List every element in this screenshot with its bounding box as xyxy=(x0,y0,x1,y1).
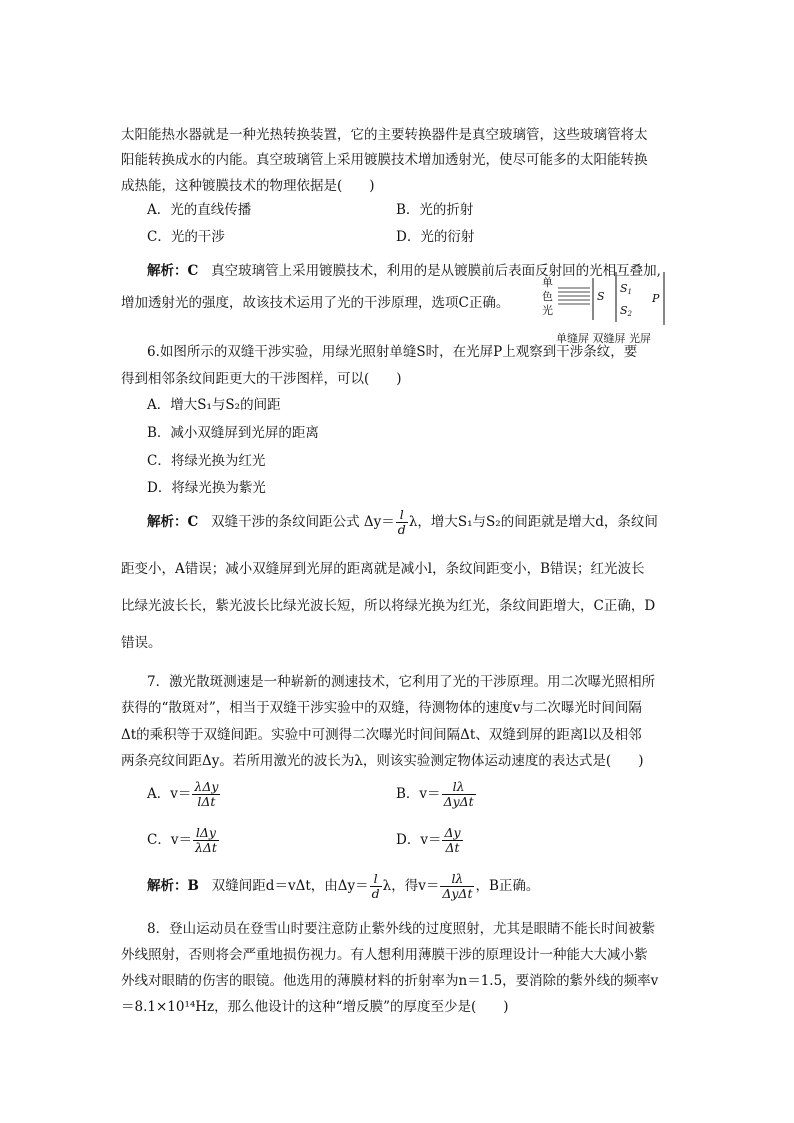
q7-option-a-fraction xyxy=(192,780,220,809)
q6-option-d: D．将绿光换为紫光 xyxy=(147,480,266,496)
slit-s2-subscript: 2 xyxy=(627,310,633,318)
light-label-char-3: 光 xyxy=(542,304,553,317)
slit-s2-letter: S xyxy=(620,304,628,317)
q8-stem-line-2: 外线照射，否则将会严重地损伤视力。有人想利用薄膜干涉的原理设计一种能大大减小紫 xyxy=(121,947,648,963)
q6-formula-numerator: l xyxy=(396,508,408,523)
q8-stem-line-3: 外线对眼睛的伤害的眼镜。他选用的薄膜材料的折射率为n＝1.5，要消除的紫外线的频率v xyxy=(121,973,659,989)
q7-option-c xyxy=(147,826,220,855)
q5-option-b: B．光的折射 xyxy=(396,202,474,218)
q7-solution-label: 解析：B xyxy=(147,878,199,894)
q7-option-d xyxy=(396,826,464,855)
q7-solution-fraction-2-numerator: lλ xyxy=(440,872,474,887)
q7-option-b-label: B．v＝ xyxy=(396,786,441,802)
q8-stem-line-4: ＝8.1×10¹⁴Hz，那么他设计的这种“增反膜”的厚度至少是( ) xyxy=(121,999,509,1015)
q7-option-c-numerator: lΔy xyxy=(193,826,219,841)
q6-option-a: A．增大S₁与S₂的间距 xyxy=(147,397,281,413)
q7-option-c-label: C．v＝ xyxy=(147,832,192,848)
q6-solution-pre: 双缝干涉的条纹间距公式 Δy＝ xyxy=(211,514,395,530)
q6-option-b: B．减小双缝屏到光屏的距离 xyxy=(147,425,319,441)
q6-solution-line-2: 距变小，A错误；减小双缝屏到光屏的距离就是减小l，条纹间距变小，B错误；红光波长 xyxy=(121,561,645,577)
q7-option-a-denominator: lΔt xyxy=(197,794,216,809)
q5-option-d: D．光的衍射 xyxy=(396,229,475,245)
q5-solution-label: 解析：C xyxy=(147,263,199,279)
q7-option-a-numerator: λΔy xyxy=(194,779,219,794)
q7-option-b-fraction xyxy=(442,780,476,809)
q7-option-b xyxy=(396,780,477,809)
q7-option-b-numerator: lλ xyxy=(442,780,476,795)
q7-option-d-denominator: Δt xyxy=(445,840,460,855)
q8-stem-line-1: 8．登山运动员在登雪山时要注意防止紫外线的过度照射，尤其是眼睛不能长时间被紫 xyxy=(147,921,656,937)
q7-option-d-fraction xyxy=(442,826,462,855)
q7-stem-line-1: 7．激光散斑测速是一种崭新的测速技术，它利用了光的干涉原理。用二次曝光照相所 xyxy=(147,674,656,690)
q5-stem-line-2: 阳能转换成水的内能。真空玻璃管上采用镀膜技术增加透射光，使尽可能多的太阳能转换 xyxy=(121,152,648,168)
q7-option-d-label: D．v＝ xyxy=(396,832,442,848)
slit-s1-subscript: 1 xyxy=(627,288,633,296)
q7-option-a xyxy=(147,780,221,809)
q7-solution-fraction-1-denominator: d xyxy=(371,886,380,901)
q5-stem-line-1: 太阳能热水器就是一种光热转换装置，它的主要转换器件是真空玻璃管，这些玻璃管将太 xyxy=(121,127,648,143)
q6-stem-line-2: 得到相邻条纹间距更大的干涉图样，可以( ) xyxy=(121,371,402,387)
slit-s2-label xyxy=(620,304,633,318)
q7-stem-line-4: 两条亮纹间距Δy。若所用激光的波长为λ，则该实验测定物体运动速度的表达式是( ) xyxy=(121,753,644,769)
q6-formula-fraction xyxy=(396,508,408,537)
q7-option-b-denominator: ΔyΔt xyxy=(443,794,474,809)
q5-solution-line-2: 增加透射光的强度，故该技术运用了光的干涉原理，选项C正确。 xyxy=(121,295,510,311)
q5-stem-line-3: 成热能，这种镀膜技术的物理依据是( ) xyxy=(121,178,375,194)
slit-s-label: S xyxy=(597,290,605,303)
q5-solution-text-1: 真空玻璃管上采用镀膜技术，利用的是从镀膜前后表面反射回的光相互叠加, xyxy=(211,263,661,279)
q6-solution-line-4: 错误。 xyxy=(121,635,162,651)
light-label-char-1: 单 xyxy=(542,276,553,289)
q7-option-c-fraction xyxy=(193,826,219,855)
q7-solution-line xyxy=(147,872,539,901)
q7-solution-fraction-2-denominator: ΔyΔt xyxy=(442,886,473,901)
double-slit-diagram xyxy=(540,270,690,350)
slit-s1-label xyxy=(620,282,632,296)
q6-formula-denominator: d xyxy=(397,522,406,537)
q7-solution-fraction-2 xyxy=(440,872,474,901)
q7-solution-fraction-1 xyxy=(370,872,382,901)
q7-option-c-denominator: λΔt xyxy=(194,840,217,855)
q7-option-a-label: A．v＝ xyxy=(147,786,192,802)
q7-option-d-numerator: Δy xyxy=(444,825,461,840)
q7-solution-pre: 双缝间距d＝vΔt，由Δy＝ xyxy=(211,878,369,894)
q6-stem-line-1: 6.如图所示的双缝干涉实验，用绿光照射单缝S时，在光屏P上观察到干涉条纹，要 xyxy=(147,344,638,360)
q6-solution-line-3: 比绿光波长长，紫光波长比绿光波长短，所以将绿光换为红光，条纹间距增大，C正确，D xyxy=(121,598,656,614)
light-label-char-2: 色 xyxy=(542,290,553,303)
q5-option-a: A．光的直线传播 xyxy=(147,202,252,218)
figure-caption: 单缝屏 双缝屏 光屏 xyxy=(556,332,651,345)
q6-solution-line-1 xyxy=(147,508,658,537)
q7-solution-fraction-1-numerator: l xyxy=(370,872,382,887)
q6-option-c: C．将绿光换为红光 xyxy=(147,453,266,469)
q7-stem-line-2: 获得的“散斑对”，相当于双缝干涉实验中的双缝，待测物体的速度v与二次曝光时间间隔 xyxy=(121,700,642,716)
q6-solution-label: 解析：C xyxy=(147,514,199,530)
q6-solution-post: λ，增大S₁与S₂的间距就是增大d，条纹间 xyxy=(408,514,658,530)
q7-stem-line-3: Δt的乘积等于双缝间距。实验中可测得二次曝光时间间隔Δt、双缝到屏的距离l以及相邻 xyxy=(121,727,642,743)
slit-s1-letter: S xyxy=(620,282,628,295)
q5-option-c: C．光的干涉 xyxy=(147,229,225,245)
q7-solution-mid: λ，得v＝ xyxy=(382,878,440,894)
screen-p-label: P xyxy=(652,292,660,305)
q7-solution-post: ，B正确。 xyxy=(475,878,540,894)
